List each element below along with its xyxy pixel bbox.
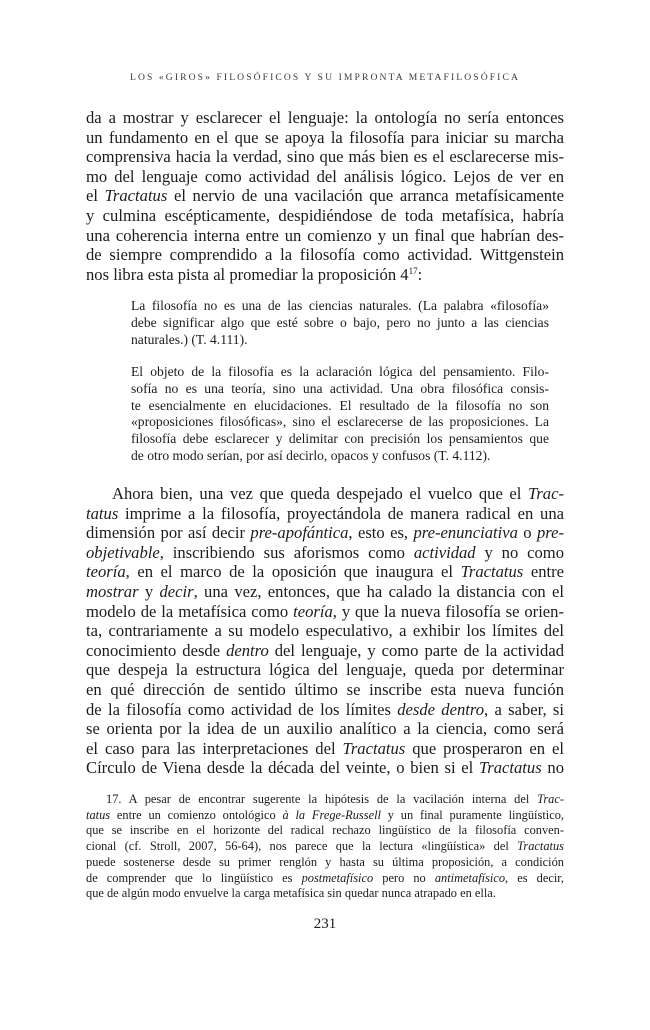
text-run: el [86,186,105,206]
text-run: Círculo de Viena desde la década del veinte, o bien si el [86,758,479,778]
text-line [86,700,564,720]
text-run: que prosperaron en el [405,738,564,758]
text-line [86,504,564,524]
italic-run: postmetafísico [301,870,374,885]
italic-run: mostrar [86,581,139,601]
italic-run: Tractatus [342,738,406,758]
text-run: o [517,523,537,543]
text-run: , en el marco de la oposición que inaugura el [125,562,461,582]
footnote-ref: 17 [408,265,418,276]
text-run: y no como [475,542,564,562]
text-line [86,602,564,622]
text-line: en qué dirección de sentido último se inscribe esta nueva función [86,679,564,699]
quote-line: filosofía debe esclarecer y delimitar con precisión los pensamientos que [131,431,549,447]
text-line [86,523,564,543]
text-run: pero no [373,870,435,885]
text-run: cional (cf. Stroll, 2007, 56-64), nos parece que la lectura «lingüística» del [86,839,518,854]
text-run: , esto es, [348,523,414,543]
quote-line: debe significar algo que esté sobre o bajo, pero no junto a las ciencias [131,314,549,330]
text-line: de siempre comprendido a la filosofía como actividad. Wittgenstein [86,245,564,265]
text-line: y culmina escépticamente, despidiéndose de toda metafísica, habría [86,205,564,225]
italic-run: Tractatus [104,186,168,206]
text-run: 17. A pesar de encontrar sugerente la hipótesis de la vacilación interna del [106,792,538,806]
text-line [86,265,564,285]
text-run: y [138,581,160,601]
italic-run: objetivable [86,542,160,562]
italic-run: decir [159,581,194,601]
text-line [86,484,564,504]
quote-line: La filosofía no es una de las ciencias naturales. (La palabra «filosofía» [131,298,549,313]
paragraph-2 [86,484,564,778]
text-line: ta, contrariamente a su modelo especulativo, a exhibir los límites del [86,621,564,641]
text-run: modelo de la metafísica como [86,601,294,621]
text-run: , es decir, [505,870,565,885]
quote-line: El objeto de la filosofía es la aclaración lógica del pensamiento. Filo- [131,364,549,379]
italic-run: teoría [293,601,333,621]
text-run: nos libra esta pista al promediar la proposición 4 [86,264,409,284]
italic-run: à la Frege-Russell [282,807,381,822]
italic-run: desde dentro [397,699,485,719]
quote-line: sofía no es una teoría, sino una actividad. Una obra filosófica consis- [131,380,549,396]
text-line: mo del lenguaje como actividad del análisis lógico. Lejos de ver en [86,166,564,186]
paragraph-1 [86,108,564,284]
text-run: de la filosofía como actividad de los límites [86,699,398,719]
text-run: , inscribiendo sus aforismos como [159,542,414,562]
text-run: el nervio de una vacilación que arranca metafísicamente [167,186,564,206]
italic-run: antimetafísico [434,870,506,885]
italic-run: tatus [86,807,111,822]
italic-run: Trac- [537,792,564,806]
quote-line: te esencialmente en elucidaciones. El resultado de la filosofía no son [131,397,549,413]
text-line [86,739,564,759]
text-line [86,582,564,602]
block-quote-1 [131,298,549,348]
italic-run: teoría [86,562,126,582]
text-run: entre un comienzo ontológico [110,807,283,822]
text-line [86,186,564,206]
text-run: del lenguaje, y como parte de la actividad [268,640,564,660]
footnote-line [86,871,564,887]
running-head: LOS «GIROS» FILOSÓFICOS Y SU IMPRONTA METAFILOSÓFICA [129,72,520,83]
quote-line: «proposiciones filosóficas», sino el esclarecerse de las proposiciones. La [131,414,549,430]
quote-line: naturales.) (T. 4.111). [131,331,248,347]
italic-run: tatus [86,503,119,523]
text-run: conocimiento desde [86,640,227,660]
text-line: comprensiva hacia la verdad, sino que más bien es el esclarecerse mis- [86,147,564,167]
text-run: imprime a la filosofía, proyectándola de manera radical en una [118,503,564,523]
text-run: dimensión por así decir [86,523,251,543]
italic-run: dentro [226,640,269,660]
text-run: Ahora bien, una vez que queda despejado el vuelco que el [112,484,529,503]
footnote-17 [86,792,564,902]
text-line: una coherencia interna entre un comienzo y un final que habrían des- [86,225,564,245]
page-number: 231 [313,916,337,932]
text-line [86,641,564,661]
italic-run: Tractatus [460,562,524,582]
text-run: , a saber, si [484,699,564,719]
block-quote-2 [131,364,549,465]
text-line [86,758,564,778]
footnote-line: que de algún modo envuelve la carga metafísica sin quedar nunca atrapado en ella. [86,886,496,901]
text-run: , una vez, entonces, que ha calado la distancia con el [193,581,564,601]
footnote-line: puede sostenerse desde su primer renglón y hasta su última proposición, a condición [86,854,564,869]
text-line: se orienta por la idea de un auxilio analítico a la ciencia, como será [86,719,564,739]
footnote-line [86,808,564,824]
italic-run: pre-enunciativa [413,523,518,543]
text-run: el caso para las interpretaciones del [86,738,343,758]
italic-run: pre-apofántica [250,523,349,543]
text-line [86,562,564,582]
footnote-line [86,839,564,855]
italic-run: actividad [413,542,476,562]
italic-run: Tractatus [478,758,542,778]
footnote-line [86,792,564,808]
text-line [86,543,564,563]
text-run: no [541,758,564,778]
text-line: da a mostrar y esclarecer el lenguaje: la ontología no sería entonces [86,108,564,127]
italic-run: Trac- [528,484,564,503]
italic-run: Tractatus [517,839,564,854]
text-line: un fundamento en el que se apoya la filosofía para iniciar su marcha [86,127,564,147]
text-line: que despeja la estructura lógica del lenguaje, queda por determinar [86,660,564,680]
text-run: entre [523,562,564,582]
text-run: de comprender que lo lingüístico es [86,870,302,885]
quote-line: de otro modo serían, por así decirlo, opacos y confusos (T. 4.112). [131,447,491,463]
text-run: , y que la nueva filosofía se orien- [332,601,564,621]
italic-run: pre- [536,523,564,543]
text-run: y un final puramente lingüístico, [380,807,564,822]
footnote-line: que se inscribe en el horizonte del radical rechazo lingüístico de la filosofía conven- [86,823,564,838]
text-run: : [417,264,423,284]
